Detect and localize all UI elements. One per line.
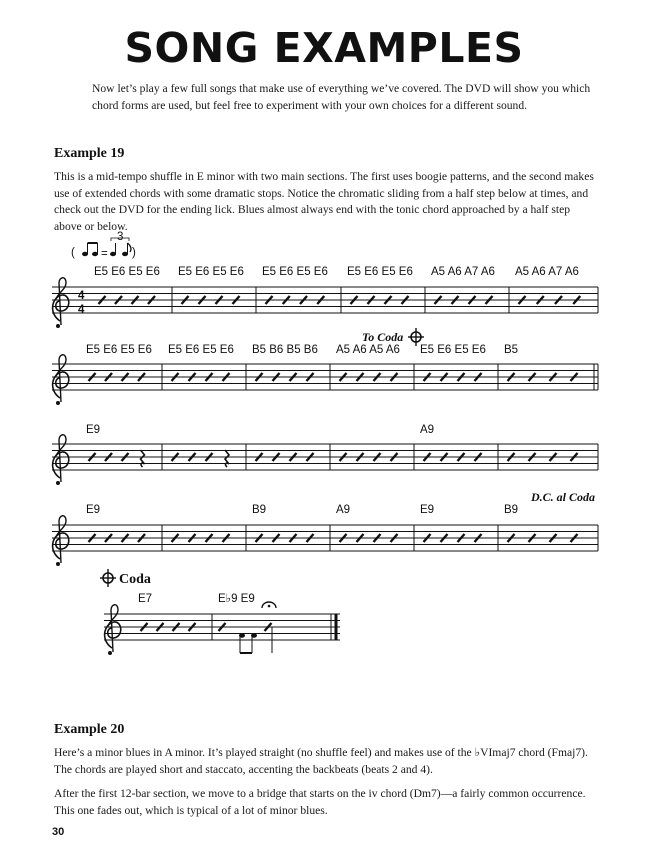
- treble-clef: [105, 605, 121, 655]
- coda-label: Coda: [119, 572, 151, 587]
- paren-close: ): [132, 247, 136, 259]
- staff-system: [52, 424, 598, 485]
- chord-symbol: E9: [86, 424, 101, 436]
- chord-symbol: E5 E6 E5 E6: [262, 266, 328, 278]
- chord-symbol: A5 A6 A7 A6: [431, 266, 495, 278]
- chord-symbol: E5 E6 E5 E6: [168, 344, 234, 356]
- example19-heading: Example 19: [54, 146, 125, 161]
- chord-symbol: E9: [420, 504, 435, 516]
- chord-symbol: A5 A6 A7 A6: [515, 266, 579, 278]
- treble-clef: [53, 516, 69, 566]
- chord-symbol: A9: [336, 504, 351, 516]
- chord-symbol: B9: [252, 504, 267, 516]
- staff-system: [52, 490, 598, 566]
- equals-sign: =: [101, 248, 108, 260]
- chord-symbol: A9: [420, 424, 435, 436]
- treble-clef: [53, 355, 69, 405]
- staff-system: [100, 569, 340, 655]
- staff-system: [52, 266, 598, 328]
- quarter-rest: [141, 450, 145, 467]
- chord-symbol: B9: [504, 504, 519, 516]
- chord-symbol: E7: [138, 593, 153, 605]
- example20-paragraph-1: Here’s a minor blues in A minor. It’s played straight (no shuffle feel) and makes use of the ♭VImaj7 chord (Fmaj7). The chords are played short and staccato, accenting the backbeats (beats 2 and 4).: [54, 746, 588, 776]
- svg-text:3: 3: [117, 231, 124, 243]
- page-title: SONG EXAMPLES: [124, 24, 524, 72]
- example20-paragraph-2: After the first 12-bar section, we move to a bridge that starts on the iv chord (Dm7)—a fairly common occurrence. This one fades out, which is typical of a lot of minor blues.: [54, 787, 586, 817]
- example19-description: This is a mid-tempo shuffle in E minor with two main sections. The first uses boogie patterns, and the second makes use of extended chords with some dramatic stops. Notice the chromatic sliding from a half step below at times, and check out the DVD for the ending lick. Blues almost always end with the tonic chord approached by a half step above or below.: [54, 170, 594, 233]
- quarter-rest: [225, 450, 229, 467]
- chord-symbol: E5 E6 E5 E6: [86, 344, 152, 356]
- chord-symbol: E5 E6 E5 E6: [94, 266, 160, 278]
- coda-icon: [100, 569, 116, 587]
- chord-symbol: E5 E6 E5 E6: [178, 266, 244, 278]
- treble-clef: [53, 435, 69, 485]
- to-coda-label: To Coda: [362, 330, 404, 344]
- treble-clef: [53, 278, 69, 328]
- chord-symbol: E5 E6 E5 E6: [420, 344, 486, 356]
- dc-al-coda-label: D.C. al Coda: [531, 490, 596, 504]
- paren-open: (: [71, 247, 75, 259]
- chord-symbol: E5 E6 E5 E6: [347, 266, 413, 278]
- chord-symbol: A5 A6 A5 A6: [336, 344, 400, 356]
- time-signature-bottom: 4: [78, 304, 85, 316]
- chord-symbol: B5: [504, 344, 519, 356]
- staff-system: [52, 328, 598, 405]
- time-signature-top: 4: [78, 290, 85, 302]
- chord-symbol: E♭9 E9: [218, 593, 255, 605]
- page-number: 30: [52, 826, 65, 838]
- example20-heading: Example 20: [54, 722, 125, 737]
- chord-symbol: E9: [86, 504, 101, 516]
- shuffle-marking: [71, 231, 136, 260]
- intro-paragraph: Now let’s play a few full songs that make use of everything we’ve covered. The DVD will show you which chord forms are used, but feel free to experiment with your own choices for a different sound.: [92, 82, 591, 112]
- chord-symbol: B5 B6 B5 B6: [252, 344, 318, 356]
